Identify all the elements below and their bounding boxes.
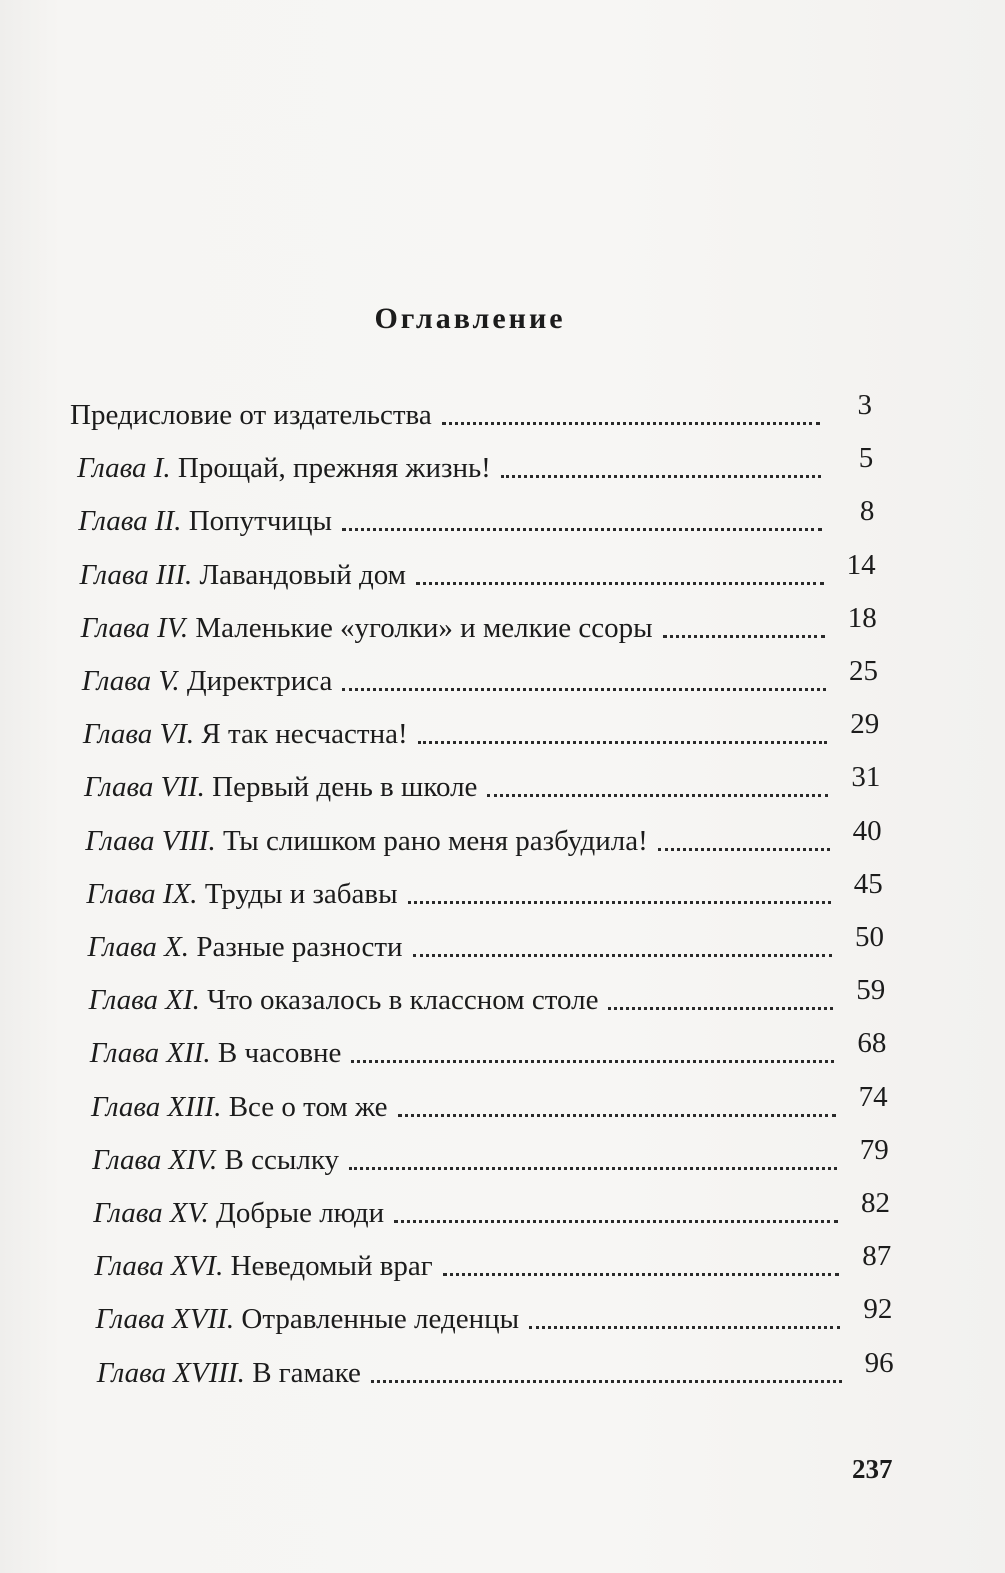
chapter-prefix: Глава XV. — [93, 1197, 209, 1229]
toc-entry — [86, 861, 882, 911]
toc-page-number: 45 — [853, 867, 883, 900]
toc-entry — [96, 1286, 893, 1336]
chapter-title: Что оказалось в классном столе — [207, 984, 599, 1017]
toc-entry-label — [77, 451, 491, 485]
toc-page-number: 59 — [856, 974, 886, 1007]
dot-leader — [418, 729, 828, 744]
toc-entry — [84, 754, 880, 804]
toc-entry-label — [92, 1143, 339, 1177]
toc-entry — [90, 1020, 887, 1070]
chapter-title: Труды и забавы — [204, 877, 398, 910]
toc-entry-label — [84, 770, 477, 804]
dot-leader — [342, 516, 822, 531]
dot-leader — [501, 463, 821, 478]
dot-leader — [371, 1368, 842, 1383]
page-number: 237 — [852, 1454, 893, 1484]
dot-leader — [663, 623, 825, 638]
chapter-title: Неведомый враг — [230, 1250, 433, 1283]
chapter-title: Разные разности — [196, 931, 403, 963]
dot-leader — [394, 1208, 838, 1223]
toc-entry-label — [97, 1356, 361, 1390]
dot-leader — [443, 1261, 840, 1276]
chapter-title: Я так несчастна! — [201, 718, 408, 751]
chapter-title: В ссылку — [224, 1143, 340, 1176]
toc-entry — [89, 967, 886, 1017]
toc-entry-label — [86, 877, 397, 911]
dot-leader — [398, 1102, 836, 1117]
chapter-prefix: Глава IV. — [80, 611, 189, 644]
toc-entry-label — [89, 983, 599, 1017]
toc-page-number: 68 — [857, 1027, 887, 1060]
toc-page-number: 92 — [863, 1293, 893, 1326]
chapter-title: В часовне — [217, 1037, 342, 1070]
toc-page-number: 74 — [858, 1080, 888, 1113]
chapter-title: В гамаке — [252, 1356, 361, 1389]
toc-entry — [94, 1233, 891, 1283]
chapter-title: Предисловие от издательства — [70, 399, 432, 431]
toc-entry-label — [85, 824, 648, 858]
chapter-title: Первый день в школе — [212, 771, 478, 804]
chapter-prefix: Глава I. — [77, 452, 171, 485]
toc-entry — [85, 808, 881, 858]
toc-entry-label — [81, 611, 653, 645]
toc-entry — [91, 1074, 888, 1124]
dot-leader — [529, 1314, 840, 1329]
chapter-prefix: Глава VII. — [84, 771, 205, 804]
chapter-title: Директриса — [186, 665, 333, 697]
toc-page-number: 31 — [851, 761, 881, 794]
chapter-title: Прощай, прежняя жизнь! — [177, 452, 491, 485]
toc-entry — [81, 595, 877, 645]
toc-entry-label — [96, 1302, 520, 1336]
toc-page-number: 79 — [859, 1133, 889, 1166]
chapter-prefix: Глава XIII. — [90, 1090, 222, 1123]
toc-entry — [88, 914, 885, 964]
dot-leader — [351, 1048, 834, 1063]
toc-entry-label — [88, 930, 403, 964]
toc-entry-label — [90, 1036, 342, 1070]
toc-page-number: 50 — [855, 921, 884, 953]
toc-entry — [78, 488, 874, 538]
page-title: Оглавление — [374, 302, 566, 335]
toc-page-number: 40 — [852, 814, 882, 847]
toc-page-number: 14 — [846, 548, 876, 581]
chapter-prefix: Глава II. — [78, 505, 182, 538]
toc-page-number: 25 — [849, 655, 878, 687]
toc-page-number: 3 — [857, 389, 872, 421]
chapter-title: Отравленные леденцы — [241, 1303, 520, 1336]
chapter-title: Добрые люди — [216, 1197, 385, 1229]
chapter-prefix: Глава XI. — [88, 984, 200, 1017]
toc-entry-label — [94, 1249, 432, 1283]
chapter-prefix: Глава VIII. — [85, 824, 216, 857]
toc-entry — [79, 542, 875, 592]
toc-page-number: 8 — [859, 495, 875, 528]
dot-leader — [413, 942, 832, 957]
chapter-prefix: Глава XII. — [89, 1037, 211, 1070]
toc-page-number: 82 — [861, 1187, 890, 1219]
chapter-prefix: Глава V. — [81, 665, 180, 697]
dot-leader — [342, 676, 826, 691]
dot-leader — [608, 995, 833, 1010]
toc-entry-label — [79, 558, 406, 592]
chapter-prefix: Глава XVI. — [94, 1250, 224, 1283]
toc-entry-label — [83, 717, 408, 751]
toc-entry-label — [70, 398, 432, 432]
toc-entry — [93, 1180, 890, 1230]
chapter-prefix: Глава X. — [87, 931, 190, 963]
dot-leader — [658, 836, 830, 851]
toc-entry — [92, 1127, 889, 1177]
toc-entry — [83, 701, 879, 751]
dot-leader — [408, 889, 831, 904]
chapter-prefix: Глава VI. — [82, 718, 195, 751]
toc-entry — [97, 1340, 894, 1390]
toc-page-number: 96 — [864, 1346, 894, 1379]
dot-leader — [442, 410, 820, 425]
toc-entry-label — [82, 664, 333, 698]
toc-page-number: 18 — [847, 601, 877, 634]
dot-leader — [416, 570, 824, 585]
dot-leader — [349, 1155, 837, 1170]
chapter-title: Маленькие «уголки» и мелкие ссоры — [195, 611, 653, 644]
chapter-prefix: Глава XVIII. — [96, 1356, 245, 1389]
toc-page-number: 29 — [850, 708, 880, 741]
chapter-title: Лавандовый дом — [199, 558, 407, 591]
toc-page-number: 5 — [858, 442, 874, 475]
toc-entry-label — [91, 1090, 388, 1124]
chapter-title: Ты слишком рано меня разбудила! — [222, 824, 648, 857]
dot-leader — [487, 782, 828, 797]
toc-entry — [70, 382, 872, 432]
toc-entry-label — [93, 1196, 384, 1230]
toc-entry — [82, 648, 878, 698]
chapter-prefix: Глава XIV. — [92, 1143, 218, 1176]
chapter-prefix: Глава III. — [79, 558, 193, 591]
toc-page-number: 87 — [862, 1240, 892, 1273]
toc-entry — [77, 435, 873, 485]
chapter-title: Все о том же — [228, 1090, 388, 1123]
toc-entry-label — [78, 504, 332, 538]
chapter-prefix: Глава IX. — [86, 877, 198, 910]
chapter-title: Попутчицы — [188, 505, 332, 538]
chapter-prefix: Глава XVII. — [95, 1303, 235, 1336]
